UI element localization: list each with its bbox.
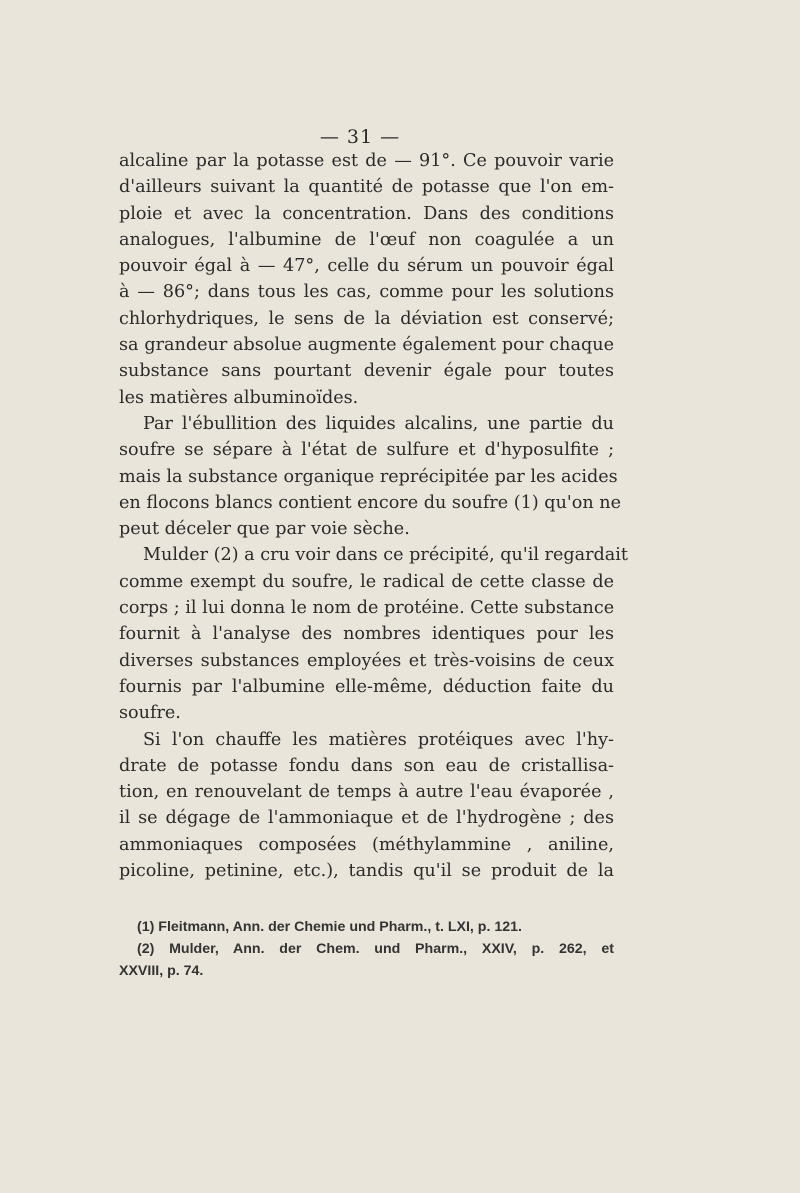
text-line: substance sans pourtant devenir égale pour toutes — [119, 361, 614, 382]
body-text — [119, 148, 628, 884]
text-line: fournis par l'albumine elle-même, déduction faite du — [119, 676, 614, 697]
text-line: soufre se sépare à l'état de sulfure et d'hyposulfite ; — [119, 440, 614, 461]
text-line: Par l'ébullition des liquides alcalins, une partie du — [143, 413, 614, 434]
text-line: en flocons blancs contient encore du soufre (1) qu'on ne — [119, 492, 621, 513]
text-line: analogues, l'albumine de l'œuf non coagulée a un — [119, 229, 614, 250]
footnote: (1) Fleitmann, Ann. der Chemie und Pharm., t. LXI, p. 121. — [137, 919, 522, 935]
text-line: Si l'on chauffe les matières protéiques avec l'hy- — [143, 729, 614, 750]
text-line: alcaline par la potasse est de — 91°. Ce pouvoir varie — [119, 151, 614, 171]
text-line: sa grandeur absolue augmente également pour chaque — [119, 335, 614, 356]
footnote: (2) Mulder, Ann. der Chem. und Pharm., XXIV, p. 262, et — [137, 941, 614, 957]
text-line: picoline, petinine, etc.), tandis qu'il se produit de la — [119, 861, 614, 882]
text-line: mais la substance organique reprécipitée par les acides — [119, 466, 618, 487]
text-line: les matières albuminoïdes. — [119, 387, 359, 408]
text-line: tion, en renouvelant de temps à autre l'eau évaporée , — [119, 782, 614, 803]
text-line: d'ailleurs suivant la quantité de potasse que l'on em- — [119, 177, 614, 198]
text-line: corps ; il lui donna le nom de protéine. Cette substance — [119, 598, 615, 619]
text-line: peut déceler que par voie sèche. — [119, 519, 410, 540]
text-line: chlorhydriques, le sens de la déviation est conservé; — [119, 308, 614, 329]
text-line: ammoniaques composées (méthylammine , aniline, — [119, 834, 614, 855]
page-number: — 31 — — [319, 126, 401, 148]
text-line: à — 86°; dans tous les cas, comme pour les solutions — [119, 282, 614, 303]
text-line: fournit à l'analyse des nombres identiques pour les — [119, 624, 614, 645]
text-line: diverses substances employées et très-voisins de ceux — [119, 650, 614, 671]
text-line: pouvoir égal à — 47°, celle du sérum un pouvoir égal — [119, 256, 614, 277]
footnotes — [119, 916, 614, 982]
text-line: drate de potasse fondu dans son eau de cristallisa- — [119, 755, 614, 776]
text-line: comme exempt du soufre, le radical de cette classe de — [119, 571, 614, 592]
text-line: il se dégage de l'ammoniaque et de l'hydrogène ; des — [119, 808, 614, 829]
text-line: Mulder (2) a cru voir dans ce précipité, qu'il regardait — [143, 545, 628, 566]
text-line: soufre. — [119, 703, 181, 724]
text-line: ploie et avec la concentration. Dans des conditions — [119, 203, 614, 224]
footnote: XXVIII, p. 74. — [119, 963, 204, 979]
